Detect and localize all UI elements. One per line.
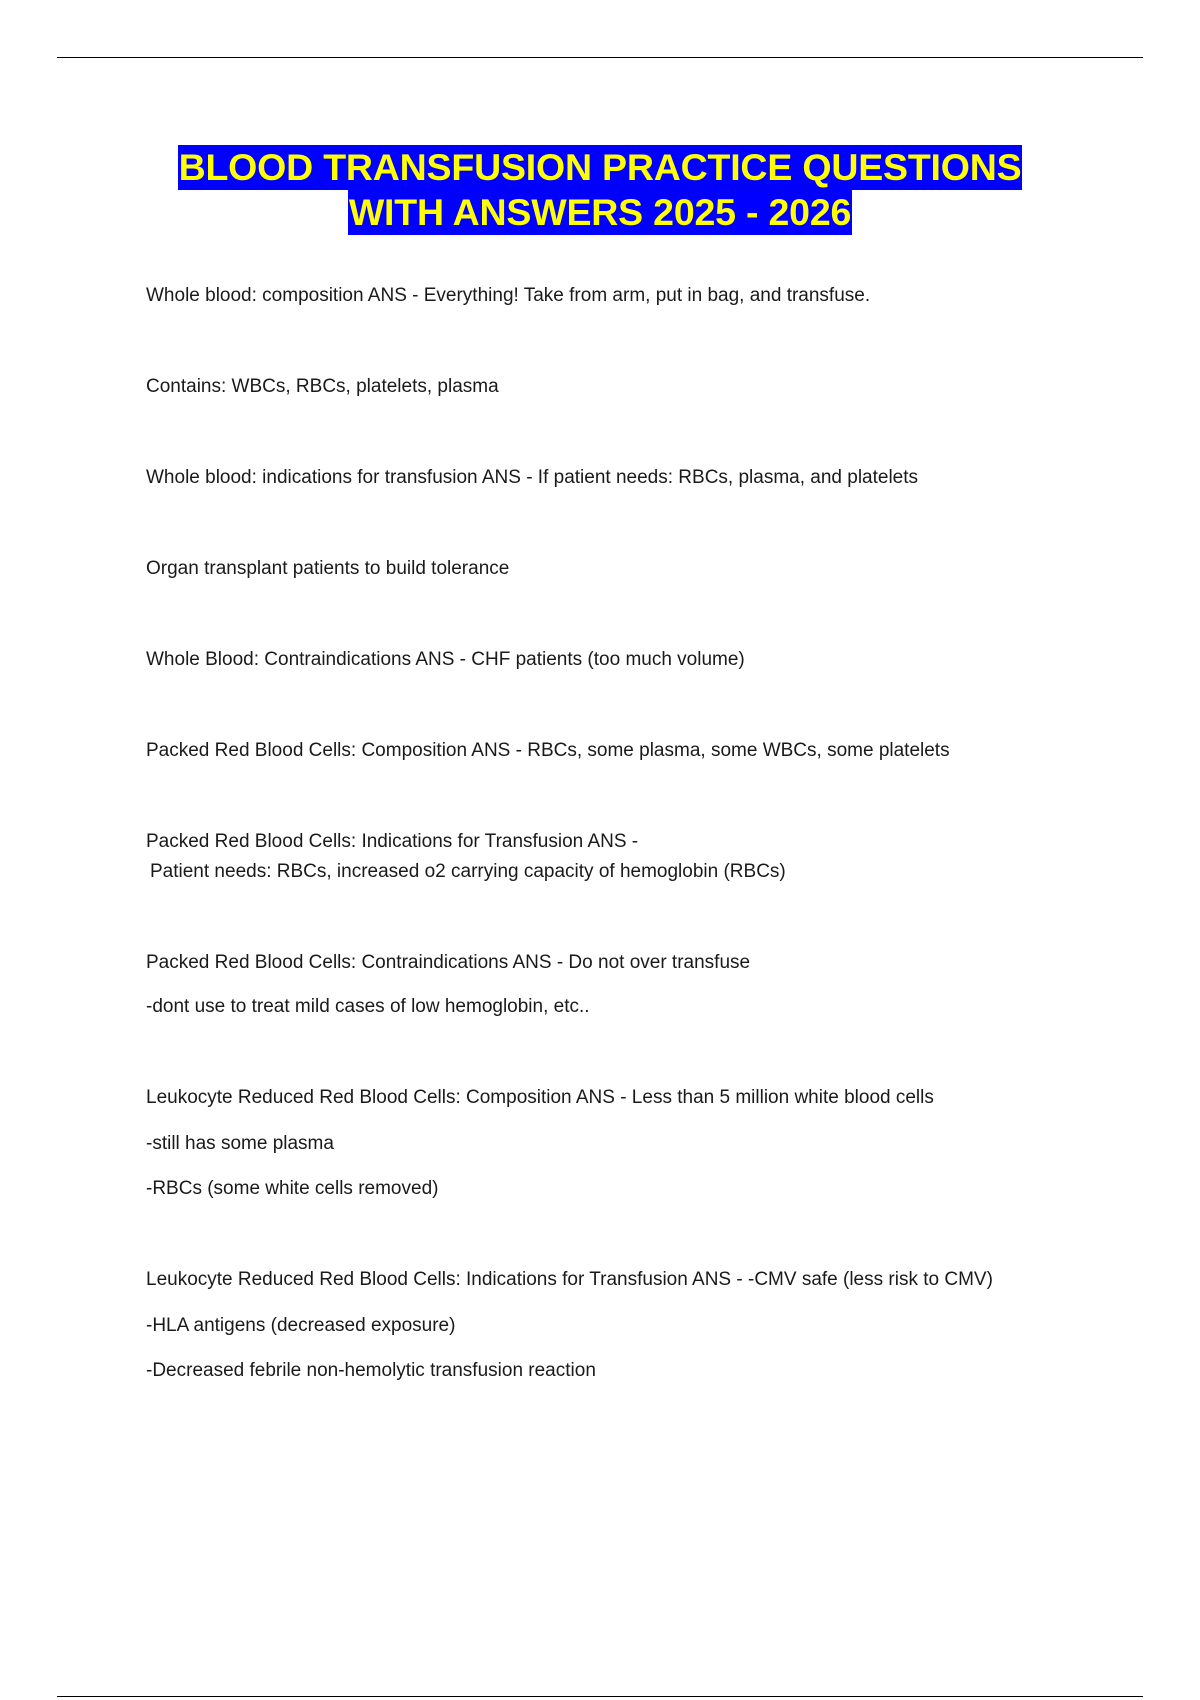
qa-line: Packed Red Blood Cells: Composition ANS - RBCs, some plasma, some WBCs, some platelets <box>146 740 950 761</box>
qa-line: Contains: WBCs, RBCs, platelets, plasma <box>146 376 499 397</box>
top-rule <box>57 57 1143 58</box>
qa-line: -still has some plasma <box>146 1133 334 1154</box>
qa-line: Packed Red Blood Cells: Contraindications ANS - Do not over transfuse <box>146 952 751 973</box>
qa-line: -RBCs (some white cells removed) <box>146 1178 439 1199</box>
qa-line: Packed Red Blood Cells: Indications for Transfusion ANS - <box>146 831 639 852</box>
title-line-1: BLOOD TRANSFUSION PRACTICE QUESTIONS <box>178 146 1022 188</box>
qa-line: Patient needs: RBCs, increased o2 carrying capacity of hemoglobin (RBCs) <box>150 861 786 882</box>
qa-line: Leukocyte Reduced Red Blood Cells: Composition ANS - Less than 5 million white blood cells <box>146 1087 934 1108</box>
qa-line: -HLA antigens (decreased exposure) <box>146 1315 456 1336</box>
qa-line: Whole blood: composition ANS - Everything! Take from arm, put in bag, and transfuse. <box>146 285 871 306</box>
qa-line: -dont use to treat mild cases of low hemoglobin, etc.. <box>146 996 590 1017</box>
qa-line: -Decreased febrile non-hemolytic transfusion reaction <box>146 1360 596 1381</box>
document-title <box>0 145 1200 235</box>
qa-line: Whole blood: indications for transfusion ANS - If patient needs: RBCs, plasma, and platelets <box>146 467 919 488</box>
title-line-2: WITH ANSWERS 2025 - 2026 <box>348 191 852 233</box>
qa-line: Leukocyte Reduced Red Blood Cells: Indications for Transfusion ANS - -CMV safe (less risk to CMV) <box>146 1269 993 1290</box>
qa-line: Organ transplant patients to build tolerance <box>146 558 510 579</box>
bottom-rule <box>57 1696 1143 1697</box>
qa-line: Whole Blood: Contraindications ANS - CHF patients (too much volume) <box>146 649 745 670</box>
